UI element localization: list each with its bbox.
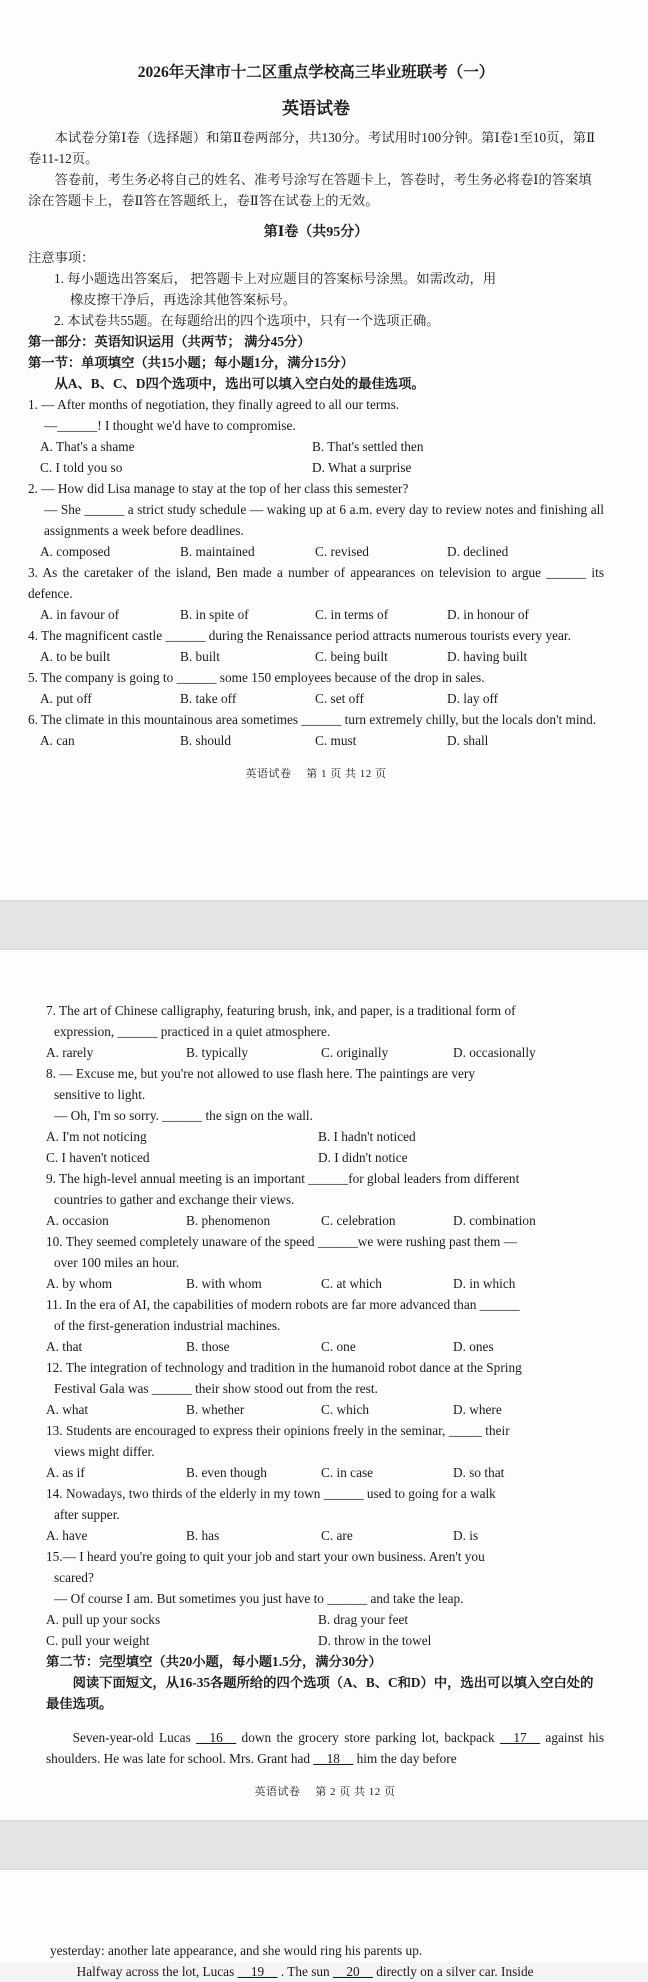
answer-option: D. declined — [447, 544, 509, 559]
question-item — [46, 1000, 604, 1063]
answer-option: C. in terms of — [315, 607, 389, 622]
question-stem-continued: over 100 miles an hour. — [54, 1255, 180, 1270]
question-item — [28, 394, 604, 478]
exam-page-2 — [0, 950, 648, 1820]
question-stem: 7. The art of Chinese calligraphy, featuring brush, ink, and paper, is a traditional form of — [46, 1003, 516, 1018]
intro-paragraph-2: 答卷前，考生务必将自己的姓名、准考号涂写在答题卡上，答卷时，考生务必将卷Ⅰ的答案填涂在答题卡上，卷Ⅱ答在答题纸上，卷Ⅱ答在试卷上的无效。 — [28, 172, 592, 208]
question-list-page-1 — [28, 394, 604, 751]
question-stem: 1. — After months of negotiation, they finally agreed to all our terms. — [28, 397, 400, 412]
question-stem: 9. The high-level annual meeting is an important ______for global leaders from different — [46, 1171, 520, 1186]
question-item — [28, 709, 604, 751]
answer-option: D. in honour of — [447, 607, 529, 622]
answer-option: B. drag your feet — [318, 1612, 409, 1627]
answer-option: D. combination — [453, 1213, 536, 1228]
answer-option: C. which — [321, 1402, 370, 1417]
cloze-text: against his shoulders. He was late for school. Mrs. Grant had — [46, 1730, 605, 1767]
question-stem-continued: of the first-generation industrial machines. — [54, 1318, 281, 1333]
page-footer-1: 英语试卷 第 1 页 共 12 页 — [245, 768, 387, 780]
answer-option: A. what — [46, 1402, 89, 1417]
question-stem-continued: — Of course I am. But sometimes you just have to ______ and take the leap. — [54, 1591, 464, 1606]
answer-option: D. having built — [447, 649, 528, 664]
option-group — [46, 1273, 604, 1294]
note-1-line-b: 橡皮擦干净后，再选涂其他答案标号。 — [70, 292, 297, 307]
part-1-section-2-instructions: 阅读下面短文，从16-35各题所给的四个选项（A、B、C和D）中，选出可以填入空白处的最佳选项。 — [46, 1675, 594, 1711]
answer-option: B. phenomenon — [186, 1213, 271, 1228]
answer-option: B. take off — [180, 691, 237, 706]
option-group — [28, 541, 604, 562]
question-item — [46, 1231, 604, 1294]
exam-page-3 — [0, 1870, 648, 1979]
answer-option: D. in which — [453, 1276, 516, 1291]
part-1-section-1-heading: 第一节：单项填空（共15小题；每小题1分，满分15分） — [28, 355, 354, 370]
question-stem: 10. They seemed completely unaware of the speed ______we were rushing past them — — [46, 1234, 517, 1249]
option-group — [46, 1126, 604, 1168]
answer-option: D. occasionally — [453, 1045, 536, 1060]
question-stem-continued: countries to gather and exchange their views. — [54, 1192, 295, 1207]
question-item — [28, 667, 604, 709]
notes-label: 注意事项： — [28, 250, 95, 265]
question-item — [46, 1063, 604, 1168]
part-1-instructions: 从A、B、C、D四个选项中，选出可以填入空白处的最佳选项。 — [54, 376, 425, 391]
answer-option: D. What a surprise — [312, 460, 412, 475]
section-title: 第Ⅰ卷（共95分） — [263, 225, 369, 240]
question-list-page-2 — [46, 1000, 604, 1651]
question-item — [46, 1546, 604, 1651]
exam-subject: 英语试卷 — [282, 99, 350, 118]
cloze-blank-16: __16__ — [196, 1730, 237, 1746]
option-group — [28, 688, 604, 709]
answer-option: C. at which — [321, 1276, 382, 1291]
cloze-text: down the grocery store parking lot, backpack — [241, 1730, 495, 1746]
question-item — [46, 1483, 604, 1546]
question-item — [28, 625, 604, 667]
answer-option: B. even though — [186, 1465, 267, 1480]
question-stem-continued: — She ______ a strict study schedule — waking up at 6 a.m. every day to review notes and finishing all assignments a week before deadlines. — [44, 502, 604, 538]
answer-option: D. I didn't notice — [318, 1150, 408, 1165]
answer-option: C. being built — [315, 649, 388, 664]
cloze-text: directly on a silver car. Inside — [376, 1964, 534, 1979]
answer-option: A. rarely — [46, 1045, 94, 1060]
answer-option: B. those — [186, 1339, 230, 1354]
question-stem: 2. — How did Lisa manage to stay at the top of her class this semester? — [28, 481, 409, 496]
question-stem: 12. The integration of technology and tradition in the humanoid robot dance at the Spring — [46, 1360, 522, 1375]
answer-option: D. throw in the towel — [318, 1633, 432, 1648]
question-item — [46, 1420, 604, 1483]
answer-option: B. has — [186, 1528, 220, 1543]
answer-option: C. celebration — [321, 1213, 396, 1228]
answer-option: A. I'm not noticing — [46, 1129, 147, 1144]
answer-option: C. must — [315, 733, 357, 748]
answer-option: A. have — [46, 1528, 88, 1543]
question-stem: 15.— I heard you're going to quit your job and start your own business. Aren't you — [46, 1549, 485, 1564]
answer-option: C. revised — [315, 544, 369, 559]
page-footer-2: 英语试卷 第 2 页 共 12 页 — [254, 1786, 396, 1799]
answer-option: D. where — [453, 1402, 502, 1417]
question-stem: 6. The climate in this mountainous area sometimes ______ turn extremely chilly, but the locals don't mind. — [28, 712, 597, 727]
answer-option: C. one — [321, 1339, 356, 1354]
question-item — [46, 1294, 604, 1357]
part-1-section-2-heading: 第二节：完型填空（共20小题，每小题1.5分，满分30分） — [46, 1654, 382, 1669]
answer-option: C. pull your weight — [46, 1633, 150, 1648]
answer-option: A. to be built — [40, 649, 111, 664]
answer-option: A. pull up your socks — [46, 1612, 161, 1627]
answer-option: B. whether — [186, 1402, 245, 1417]
answer-option: D. so that — [453, 1465, 505, 1480]
cloze-text: Halfway across the lot, Lucas — [76, 1964, 235, 1979]
question-stem: 14. Nowadays, two thirds of the elderly in my town ______ used to going for a walk — [46, 1486, 496, 1501]
exam-page-1 — [0, 0, 648, 900]
question-stem-continued: —______! I thought we'd have to compromise. — [44, 418, 296, 433]
option-group — [46, 1336, 604, 1357]
option-group — [28, 604, 604, 625]
answer-option: B. with whom — [186, 1276, 262, 1291]
option-group — [28, 436, 604, 478]
question-stem: 8. — Excuse me, but you're not allowed to use flash here. The paintings are very — [46, 1066, 476, 1081]
page-separator — [0, 900, 648, 950]
answer-option: B. That's settled then — [312, 439, 424, 454]
answer-option: D. ones — [453, 1339, 494, 1354]
question-stem: 4. The magnificent castle ______ during the Renaissance period attracts numerous tourists every year. — [28, 628, 571, 643]
answer-option: A. as if — [46, 1465, 85, 1480]
intro-paragraph-1: 本试卷分第Ⅰ卷（选择题）和第Ⅱ卷两部分，共130分。考试用时100分钟。第Ⅰ卷1至10页，第Ⅱ卷11-12页。 — [28, 130, 596, 166]
question-stem: 3. As the caretaker of the island, Ben made a number of appearances on television to argue ______ its defence. — [28, 565, 604, 601]
answer-option: D. shall — [447, 733, 489, 748]
question-item — [46, 1168, 604, 1231]
question-stem: 11. In the era of AI, the capabilities of modern robots are far more advanced than ______ — [46, 1297, 520, 1312]
answer-option: A. composed — [40, 544, 111, 559]
note-1 — [28, 268, 604, 331]
answer-option: B. I hadn't noticed — [318, 1129, 416, 1144]
cloze-passage-line — [50, 1961, 604, 1982]
option-group — [46, 1042, 604, 1063]
option-group — [46, 1462, 604, 1483]
cloze-passage-continued: yesterday: another late appearance, and she would ring his parents up. — [50, 1943, 423, 1958]
question-item — [46, 1357, 604, 1420]
answer-option: B. built — [180, 649, 220, 664]
answer-option: A. occasion — [46, 1213, 109, 1228]
cloze-blank-20: __20__ — [333, 1964, 373, 1979]
question-stem-continued: scared? — [54, 1570, 94, 1585]
answer-option: C. I haven't noticed — [46, 1150, 150, 1165]
option-group — [28, 646, 604, 667]
cloze-blank-18: __18__ — [313, 1751, 354, 1767]
question-stem-continued: expression, ______ practiced in a quiet atmosphere. — [54, 1024, 331, 1039]
part-1-heading: 第一部分：英语知识运用（共两节； 满分45分） — [28, 334, 311, 349]
answer-option: D. lay off — [447, 691, 499, 706]
question-stem-continued: sensitive to light. — [54, 1087, 146, 1102]
answer-option: A. by whom — [46, 1276, 113, 1291]
answer-option: C. originally — [321, 1045, 389, 1060]
note-1-line-a: 1. 每小题选出答案后， 把答题卡上对应题目的答案标号涂黑。如需改动，用 — [54, 271, 497, 286]
question-stem-continued: Festival Gala was ______ their show stood out from the rest. — [54, 1381, 378, 1396]
cloze-text: Seven-year-old Lucas — [72, 1730, 191, 1746]
answer-option: D. is — [453, 1528, 479, 1543]
option-group — [28, 730, 604, 751]
option-group — [46, 1210, 604, 1231]
answer-option: A. put off — [40, 691, 92, 706]
cloze-blank-17: __17__ — [500, 1730, 540, 1746]
question-stem-continued: views might differ. — [54, 1444, 155, 1459]
answer-option: A. can — [40, 733, 75, 748]
question-stem: 5. The company is going to ______ some 150 employees because of the drop in sales. — [28, 670, 485, 685]
answer-option: A. in favour of — [40, 607, 120, 622]
cloze-text: . The sun — [280, 1964, 330, 1979]
answer-option: C. set off — [315, 691, 364, 706]
answer-option: B. maintained — [180, 544, 255, 559]
answer-option: B. should — [180, 733, 231, 748]
cloze-passage-start — [46, 1727, 604, 1769]
page-separator — [0, 1820, 648, 1870]
answer-option: B. in spite of — [180, 607, 249, 622]
answer-option: C. are — [321, 1528, 353, 1543]
question-stem: 13. Students are encouraged to express their opinions freely in the seminar, _____ their — [46, 1423, 510, 1438]
question-item — [28, 562, 604, 625]
exam-title: 2026年天津市十二区重点学校高三毕业班联考（一） — [137, 64, 495, 81]
question-item — [28, 478, 604, 562]
question-stem-continued: — Oh, I'm so sorry. ______ the sign on the wall. — [54, 1108, 313, 1123]
question-stem-continued: after supper. — [54, 1507, 120, 1522]
answer-option: C. I told you so — [40, 460, 123, 475]
option-group — [46, 1609, 604, 1651]
cloze-text: him the day before — [356, 1751, 457, 1767]
option-group — [46, 1525, 604, 1546]
option-group — [46, 1399, 604, 1420]
answer-option: B. typically — [186, 1045, 249, 1060]
answer-option: A. that — [46, 1339, 83, 1354]
note-2: 2. 本试卷共55题。在每题给出的四个选项中，只有一个选项正确。 — [54, 313, 440, 328]
answer-option: C. in case — [321, 1465, 374, 1480]
answer-option: A. That's a shame — [40, 439, 135, 454]
cloze-blank-19: __19__ — [237, 1964, 278, 1979]
